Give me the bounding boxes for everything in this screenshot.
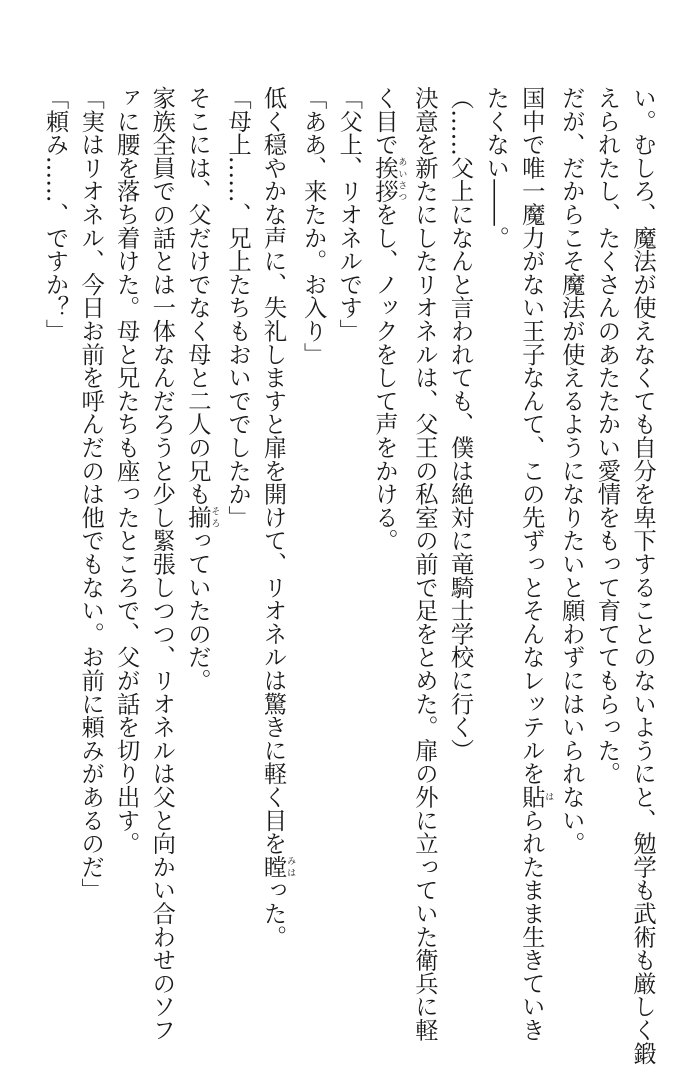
ruby-reading: みは — [285, 854, 296, 879]
text-line: 「ああ、来たか。お入り」 — [299, 86, 327, 366]
text-segment: まま生きていき — [517, 878, 545, 1042]
text-line: （……父上になんと言われても、僕は絶対に竜騎士学校に行く） — [446, 86, 474, 762]
text-segment: 低く穏やかな声に、失礼しますと扉を開けて、リオネルは驚きに軽く目を — [259, 86, 287, 855]
text-line: ァに腰を落ち着けた。母と兄たちも座ったところで、父が話を切り出す。 — [112, 86, 140, 855]
text-line: たくない――。 — [482, 86, 510, 250]
ruby-reading: は — [543, 785, 554, 809]
ruby-text — [183, 505, 220, 529]
text-line: 「母上……、兄上たちもおいででしたか」 — [223, 86, 251, 529]
text-segment: をし、ノックをして声をかける。 — [370, 202, 398, 553]
text-line — [179, 86, 219, 976]
ruby-base: 瞠 — [259, 854, 287, 879]
text-line: 家族全員での話とは一体なんだろうと少し緊張しつつ、リオネルは父と向かい合わせのソフ — [148, 86, 176, 1042]
vertical-text-body — [37, 86, 660, 1065]
text-segment: そこには、父だけでなく母と二人の兄も — [183, 86, 211, 506]
text-line: 「頼み……、ですか？」 — [41, 86, 69, 343]
ruby-text — [370, 155, 407, 203]
ruby-reading: そろ — [209, 505, 220, 529]
ruby-text — [517, 785, 554, 809]
text-segment: られた — [517, 808, 545, 879]
ruby-text — [259, 854, 296, 879]
text-segment: く目で — [370, 86, 398, 156]
text-line: えられたし、たくさんのあたたかい愛情をもって育ててもらった。 — [593, 86, 621, 785]
ruby-base: 貼 — [517, 785, 545, 809]
text-line: 「実はリオネル、今日お前を呼んだのは他でもない。お前に頼みがあるのだ」 — [77, 86, 105, 902]
text-segment: っていたのだ。 — [183, 528, 211, 692]
text-segment: った。 — [259, 878, 287, 949]
text-segment: 国中で唯一魔力がない王子なんて、この先ずっとそんなレッテルを — [517, 86, 545, 785]
ruby-base: 挨拶 — [370, 155, 398, 203]
text-line — [513, 86, 554, 1042]
text-line: 「父上、リオネルです」 — [335, 86, 363, 343]
text-line — [366, 86, 406, 976]
ruby-base: 揃 — [183, 505, 211, 529]
text-line: 決意を新たにしたリオネルは、父王の私室の前で足をとめた。扉の外に立っていた衛兵に軽 — [410, 86, 438, 1042]
ruby-reading: あいさつ — [396, 155, 407, 203]
text-line: だが、だからこそ魔法が使えるようになりたいと願わずにはいられない。 — [557, 86, 585, 855]
text-line: い。むしろ、魔法が使えなくても自分を卑下することのないようにと、勉学も武術も厳しく鍛 — [629, 86, 656, 1065]
text-line — [255, 86, 295, 976]
